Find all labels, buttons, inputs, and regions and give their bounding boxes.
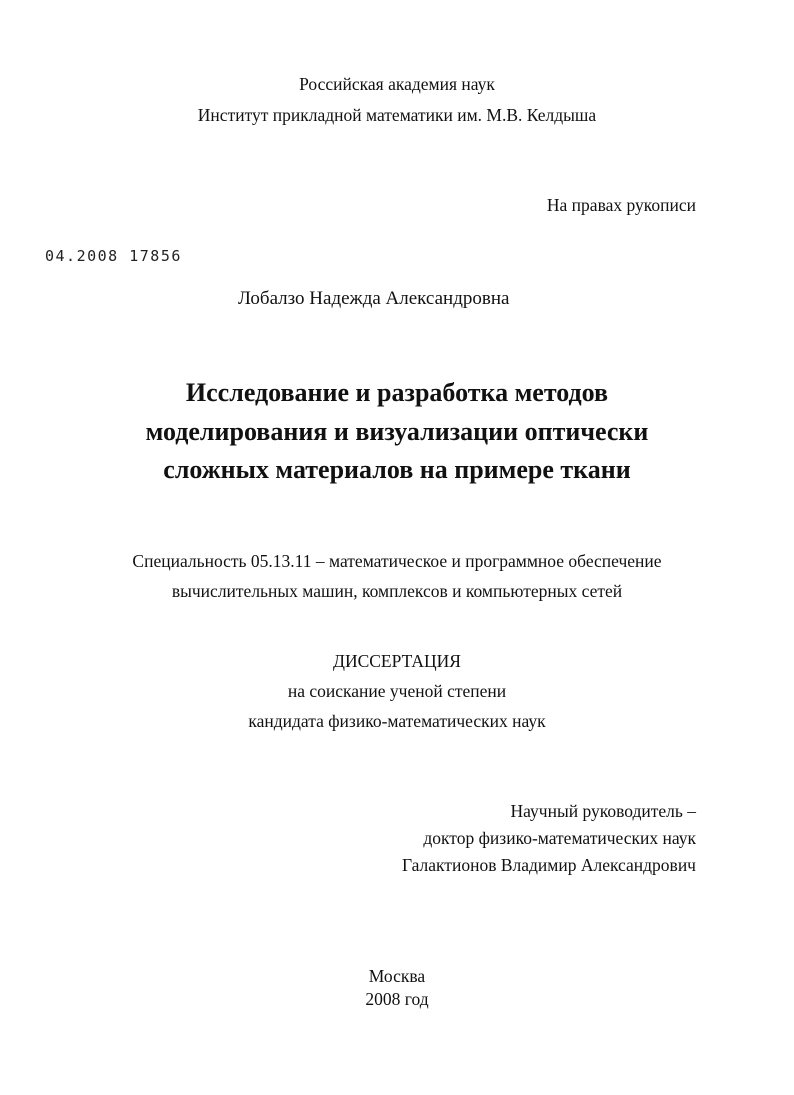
advisor-degree: доктор физико-математических наук <box>423 828 696 848</box>
advisor-name: Галактионов Владимир Александрович <box>401 855 696 875</box>
institute-name: Институт прикладной математики им. М.В. Келдыша <box>197 105 597 125</box>
dissertation-label: ДИССЕРТАЦИЯ <box>333 651 461 671</box>
degree-line-2: кандидата физико-математических наук <box>248 711 546 731</box>
academy-name: Российская академия наук <box>299 74 495 94</box>
specialty-line-1: Специальность 05.13.11 – математическое и программное обеспечение <box>132 551 662 571</box>
dissertation-title-line-2: моделирования и визуализации оптически <box>145 417 649 446</box>
manuscript-note: На правах рукописи <box>546 195 696 215</box>
city: Москва <box>368 966 426 986</box>
specialty-line-2: вычислительных машин, комплексов и компьютерных сетей <box>171 581 623 601</box>
advisor-role: Научный руководитель – <box>510 801 696 821</box>
author-name: Лобалзо Надежда Александровна <box>238 288 510 309</box>
dissertation-title-line-1: Исследование и разработка методов <box>185 378 609 407</box>
archive-stamp: 04.2008 17856 <box>45 247 182 265</box>
degree-line-1: на соискание ученой степени <box>287 681 507 701</box>
dissertation-title-line-3: сложных материалов на примере ткани <box>163 455 631 484</box>
year: 2008 год <box>365 989 429 1009</box>
